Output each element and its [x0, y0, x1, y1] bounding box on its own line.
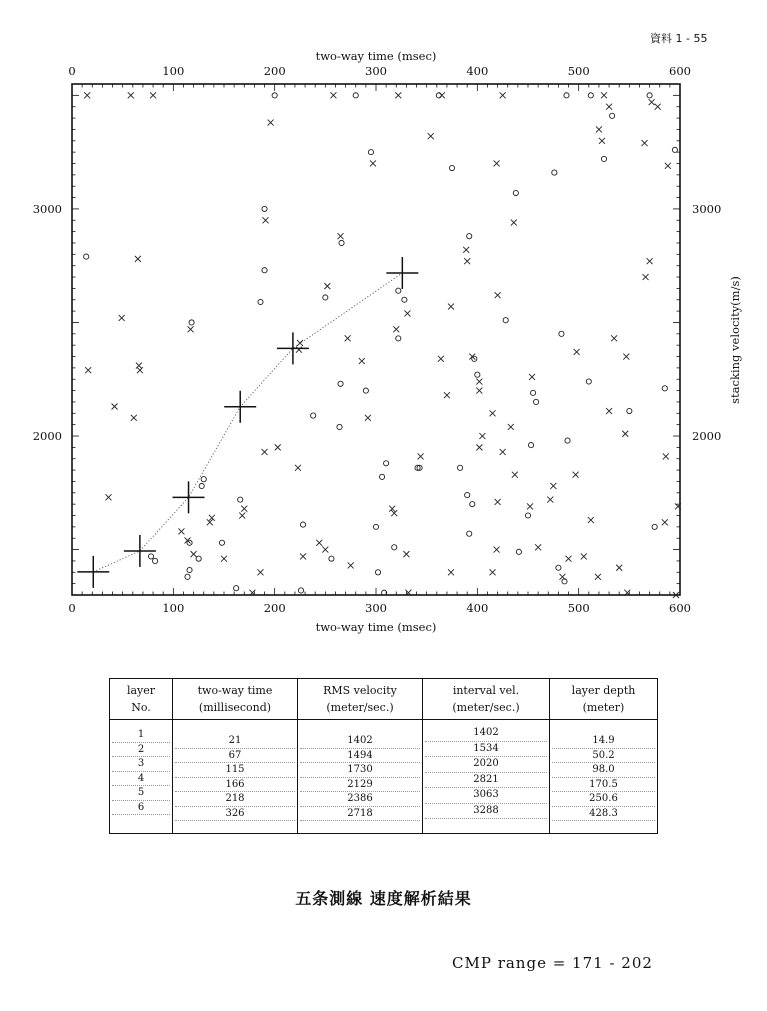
scatter-point-cross: [649, 99, 655, 105]
scatter-point-cross: [268, 120, 274, 126]
table-body-row: [110, 720, 658, 834]
table-cell: 1534: [425, 742, 547, 758]
scatter-point-circle: [627, 408, 632, 413]
scatter-point-circle: [338, 381, 343, 386]
column-two-way-time: [173, 720, 298, 834]
header-line: (millisecond): [198, 701, 272, 714]
scatter-point-cross: [438, 356, 444, 362]
scatter-point-cross: [119, 315, 125, 321]
header-interval-velocity: [423, 679, 550, 720]
scatter-point-circle: [272, 93, 277, 98]
y-tick-label-left: 2000: [32, 429, 62, 444]
column-interval-velocity: [423, 720, 550, 834]
scatter-point-cross: [85, 367, 91, 373]
scatter-point-circle: [449, 165, 454, 170]
scatter-point-circle: [530, 390, 535, 395]
scatter-point-circle: [199, 483, 204, 488]
scatter-point-circle: [516, 549, 521, 554]
table-cell: 3288: [425, 804, 547, 820]
x-tick-label-bottom: 0: [68, 601, 76, 615]
scatter-point-cross: [550, 483, 556, 489]
scatter-point-circle: [556, 565, 561, 570]
scatter-point-cross: [241, 506, 247, 512]
scatter-point-circle: [601, 156, 606, 161]
scatter-point-cross: [566, 556, 572, 562]
scatter-point-cross: [448, 569, 454, 575]
scatter-point-circle: [467, 234, 472, 239]
velocity-picks: [77, 257, 418, 588]
scatter-point-circle: [562, 579, 567, 584]
scatter-point-circle: [84, 254, 89, 259]
header-line: layer: [126, 684, 156, 697]
scatter-point-cross: [84, 92, 90, 98]
scatter-point-circle: [375, 570, 380, 575]
scatter-point-cross: [300, 553, 306, 559]
scatter-point-circle: [258, 299, 263, 304]
scatter-point-cross: [404, 310, 410, 316]
scatter-point-cross: [188, 326, 194, 332]
scatter-point-circle: [368, 150, 373, 155]
scatter-point-circle: [379, 474, 384, 479]
scatter-point-cross: [623, 354, 629, 360]
scatter-point-cross: [606, 104, 612, 110]
scatter-point-circle: [392, 545, 397, 550]
table-cell: 3: [112, 757, 170, 772]
scatter-point-cross: [403, 551, 409, 557]
scatter-point-circle: [534, 399, 539, 404]
scatter-point-cross: [494, 160, 500, 166]
table-cell: 5: [112, 786, 170, 801]
table-cell: 428.3: [552, 807, 655, 822]
scatter-point-circle: [373, 524, 378, 529]
scatter-point-cross: [131, 415, 137, 421]
scatter-point-circle: [363, 388, 368, 393]
scatter-point-cross: [662, 519, 668, 525]
velocity-pick-trace: [93, 273, 402, 572]
table-header-row: [110, 679, 658, 720]
scatter-point-cross: [330, 92, 336, 98]
table-cell: 2821: [425, 773, 547, 789]
scatter-point-circle: [475, 372, 480, 377]
table-cell: 67: [175, 749, 295, 764]
scatter-point-cross: [239, 513, 245, 519]
scatter-point-circle: [323, 295, 328, 300]
scatter-point-cross: [338, 233, 344, 239]
scatter-point-cross: [135, 256, 141, 262]
table-cell: 166: [175, 778, 295, 793]
scatter-point-circle: [201, 477, 206, 482]
table-cell: 3063: [425, 788, 547, 804]
x-tick-label-top: 0: [68, 64, 76, 78]
velocity-table-container: [109, 678, 658, 834]
scatter-point-cross: [616, 565, 622, 571]
scatter-point-cross: [547, 497, 553, 503]
scatter-point-circle: [525, 513, 530, 518]
scatter-point-circle: [503, 318, 508, 323]
scatter-point-cross: [191, 551, 197, 557]
scatter-point-cross: [365, 415, 371, 421]
scatter-point-cross: [490, 410, 496, 416]
scatter-point-circle: [528, 443, 533, 448]
x-tick-label-top: 200: [263, 64, 286, 78]
scatter-point-cross: [345, 335, 351, 341]
header-line: layer depth: [571, 684, 636, 697]
scatter-point-circle: [148, 554, 153, 559]
scatter-point-cross: [476, 379, 482, 385]
scatter-point-cross: [463, 247, 469, 253]
table-cell: 218: [175, 792, 295, 807]
table-cell: 170.5: [552, 778, 655, 793]
table-cell: 1: [112, 728, 170, 743]
scatter-point-circle: [467, 531, 472, 536]
page-reference: 資料 1 - 55: [650, 32, 708, 45]
x-tick-label-bottom: 400: [466, 601, 489, 615]
scatter-point-circle: [262, 268, 267, 273]
scatter-point-cross: [500, 449, 506, 455]
scatter-point-cross: [599, 138, 605, 144]
scatter-point-cross: [479, 433, 485, 439]
x-tick-label-bottom: 300: [365, 601, 387, 615]
x-tick-label-top: 400: [466, 64, 489, 78]
header-line: two-way time: [197, 684, 273, 697]
x-axis-title-top: two-way time (msec): [315, 49, 437, 63]
scatter-point-circle: [672, 147, 677, 152]
scatter-point-circle: [238, 497, 243, 502]
velocity-pick-crosshair: [173, 481, 205, 513]
velocity-pick-crosshair: [277, 332, 309, 364]
scatter-point-cross: [574, 349, 580, 355]
scatter-point-circle: [458, 465, 463, 470]
scatter-point-cross: [275, 444, 281, 450]
table-cell: 2129: [300, 778, 420, 793]
table-cell: 4: [112, 772, 170, 787]
scatter-point-cross: [606, 408, 612, 414]
scatter-point-cross: [508, 424, 514, 430]
pick-trace-line: [93, 273, 402, 572]
x-tick-label-top: 500: [567, 64, 590, 78]
scatter-point-cross: [348, 562, 354, 568]
scatter-point-cross: [581, 553, 587, 559]
scatter-point-circle: [185, 574, 190, 579]
header-line: interval vel.: [452, 684, 520, 697]
table-cell: 115: [175, 763, 295, 778]
scatter-point-circle: [396, 288, 401, 293]
velocity-pick-crosshair: [77, 556, 109, 588]
scatter-point-cross: [495, 499, 501, 505]
scatter-point-cross: [136, 363, 142, 369]
scatter-point-cross: [595, 574, 601, 580]
x-tick-label-bottom: 100: [162, 601, 185, 615]
scatter-point-cross: [476, 444, 482, 450]
scatter-point-cross: [370, 160, 376, 166]
scatter-point-circle: [311, 413, 316, 418]
table-cell: 14.9: [552, 734, 655, 749]
scatter-point-cross: [150, 92, 156, 98]
x-tick-label-bottom: 500: [567, 601, 590, 615]
scatter-point-cross: [418, 453, 424, 459]
scatter-point-circle: [559, 331, 564, 336]
scatter-point-cross: [221, 556, 227, 562]
table-cell: 98.0: [552, 763, 655, 778]
table-cell: 1402: [425, 726, 547, 742]
scatter-point-cross: [316, 540, 322, 546]
table-cell: 2020: [425, 757, 547, 773]
scatter-point-circle: [588, 93, 593, 98]
header-line: No.: [131, 701, 151, 714]
table-cell: 2386: [300, 792, 420, 807]
scatter-point-cross: [428, 133, 434, 139]
x-tick-label-top: 100: [162, 64, 185, 78]
table-cell: 1730: [300, 763, 420, 778]
x-tick-label-bottom: 200: [263, 601, 286, 615]
scatter-point-cross: [295, 465, 301, 471]
velocity-table: [109, 678, 658, 834]
table-cell: 250.6: [552, 792, 655, 807]
scatter-point-circle: [300, 522, 305, 527]
scatter-marks: [84, 92, 681, 598]
scatter-point-cross: [439, 92, 445, 98]
column-layer-depth: [550, 720, 658, 834]
scatter-point-circle: [298, 588, 303, 593]
scatter-point-cross: [495, 292, 501, 298]
scatter-point-cross: [663, 453, 669, 459]
table-cell: 2718: [300, 807, 420, 822]
scatter-point-cross: [297, 340, 303, 346]
scatter-point-cross: [448, 304, 454, 310]
scatter-point-circle: [262, 206, 267, 211]
scatter-point-circle: [152, 558, 157, 563]
scatter-point-cross: [128, 92, 134, 98]
header-line: RMS velocity: [323, 684, 397, 697]
table-cell: 326: [175, 807, 295, 822]
scatter-point-cross: [601, 92, 607, 98]
scatter-point-cross: [611, 335, 617, 341]
x-tick-label-top: 600: [669, 64, 691, 78]
scatter-point-circle: [652, 524, 657, 529]
scatter-point-circle: [196, 556, 201, 561]
header-line: (meter/sec.): [326, 701, 394, 714]
scatter-point-cross: [647, 258, 653, 264]
scatter-point-cross: [324, 283, 330, 289]
scatter-point-cross: [105, 494, 111, 500]
scatter-point-cross: [535, 544, 541, 550]
scatter-point-cross: [476, 388, 482, 394]
scatter-point-cross: [527, 503, 533, 509]
scatter-point-circle: [339, 240, 344, 245]
column-rms-velocity: [298, 720, 423, 834]
scatter-point-cross: [490, 569, 496, 575]
scatter-point-cross: [642, 140, 648, 146]
scatter-point-circle: [219, 540, 224, 545]
cmp-range-label: CMP range = 171 - 202: [452, 954, 653, 972]
scatter-point-circle: [662, 386, 667, 391]
x-tick-label-bottom: 600: [669, 601, 691, 615]
scatter-point-circle: [329, 556, 334, 561]
scatter-point-cross: [588, 517, 594, 523]
header-line: (meter/sec.): [452, 701, 520, 714]
scatter-point-cross: [137, 367, 143, 373]
scatter-point-circle: [234, 586, 239, 591]
scatter-point-circle: [189, 320, 194, 325]
header-layer: [110, 679, 173, 720]
scatter-point-cross: [622, 431, 628, 437]
velocity-pick-crosshair: [124, 535, 156, 567]
scatter-point-cross: [500, 92, 506, 98]
y-axis-title: stacking velocity(m/s): [728, 276, 742, 404]
scatter-point-cross: [511, 220, 517, 226]
table-cell: 21: [175, 734, 295, 749]
scatter-point-circle: [402, 297, 407, 302]
y-tick-label-right: 3000: [692, 201, 722, 216]
scatter-point-circle: [353, 93, 358, 98]
scatter-point-cross: [464, 258, 470, 264]
figure-caption: 五条測線 速度解析結果: [295, 889, 472, 908]
column-layer-no: [110, 720, 173, 834]
scatter-point-circle: [564, 93, 569, 98]
scatter-point-circle: [565, 438, 570, 443]
y-tick-label-right: 2000: [692, 429, 722, 444]
scatter-point-circle: [396, 336, 401, 341]
scatter-point-cross: [665, 163, 671, 169]
scatter-point-cross: [262, 449, 268, 455]
scatter-point-cross: [512, 472, 518, 478]
scatter-point-circle: [552, 170, 557, 175]
scatter-point-circle: [610, 113, 615, 118]
table-cell: 50.2: [552, 749, 655, 764]
scatter-point-circle: [513, 190, 518, 195]
axis-tick-labels: [33, 64, 722, 615]
scatter-point-circle: [465, 492, 470, 497]
scatter-point-cross: [655, 104, 661, 110]
scatter-point-cross: [257, 569, 263, 575]
header-layer-depth: [550, 679, 658, 720]
header-two-way-time: [173, 679, 298, 720]
table-cell: 6: [112, 801, 170, 816]
scatter-point-cross: [112, 403, 118, 409]
scatter-point-cross: [596, 126, 602, 132]
y-tick-label-left: 3000: [32, 201, 62, 216]
scatter-point-circle: [647, 93, 652, 98]
x-tick-label-top: 300: [365, 64, 387, 78]
table-cell: 1494: [300, 749, 420, 764]
scatter-point-cross: [263, 217, 269, 223]
table-cell: 2: [112, 743, 170, 758]
velocity-pick-crosshair: [224, 391, 256, 423]
scatter-point-cross: [395, 92, 401, 98]
scatter-point-cross: [573, 472, 579, 478]
scatter-point-cross: [359, 358, 365, 364]
scatter-point-cross: [494, 547, 500, 553]
scatter-point-cross: [178, 528, 184, 534]
scatter-point-cross: [322, 547, 328, 553]
x-axis-title-bottom: two-way time (msec): [315, 620, 437, 634]
scatter-point-circle: [384, 461, 389, 466]
table-cell: 1402: [300, 734, 420, 749]
scatter-point-cross: [393, 326, 399, 332]
header-line: (meter): [582, 701, 625, 714]
scatter-point-circle: [586, 379, 591, 384]
header-rms-velocity: [298, 679, 423, 720]
scatter-point-cross: [444, 392, 450, 398]
scatter-point-cross: [643, 274, 649, 280]
scatter-point-circle: [187, 567, 192, 572]
scatter-point-circle: [337, 424, 342, 429]
scatter-point-circle: [470, 502, 475, 507]
velocity-pick-crosshair: [386, 257, 418, 289]
scatter-point-cross: [529, 374, 535, 380]
